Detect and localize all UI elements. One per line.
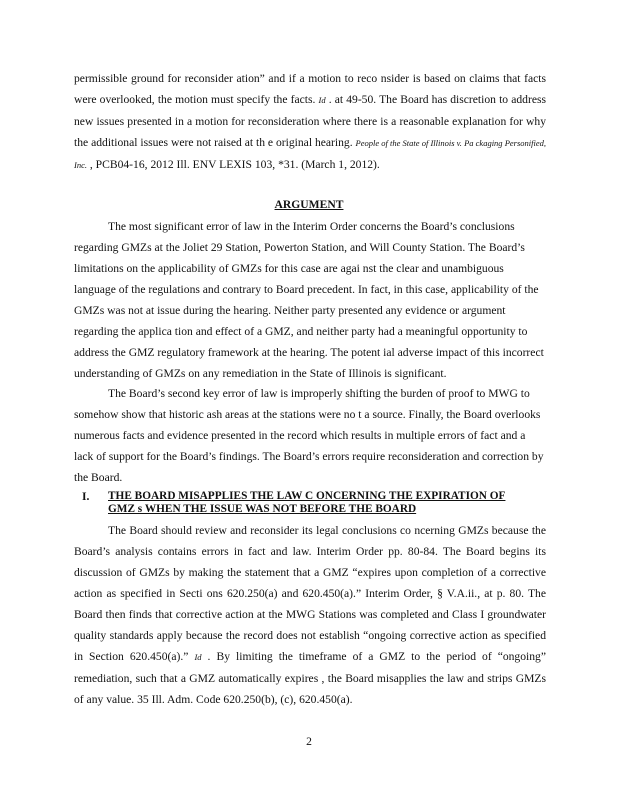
paragraph-text: , PCB04-16, 2012 Ill. ENV LEXIS 103, *31. (March 1, 2012). — [86, 158, 380, 171]
paragraph-text: . at 49-50. The Board has discretion to address new issues presented in a motion for reconsideration where there is a reasonable explanation for why the additional issues were not raised at th e original hearing. — [74, 93, 546, 149]
argument-heading: ARGUMENT — [274, 198, 344, 211]
id-citation: Id — [318, 95, 326, 105]
paragraph-reconsideration-standard — [74, 68, 546, 176]
section-heading — [108, 490, 546, 516]
section-number: I. — [82, 490, 90, 503]
paragraph-text: The Board should review and reconsider its legal conclusions co ncerning GMZs because the Board’s analysis contains errors in fact and law. Interim Order pp. 80-84. The Board begins its discussion of GMZs by making the statement that a GMZ “expires upon completion of a corrective action as specified in Secti ons 620.250(a) and 620.450(a).” Interim Order, § V.A.ii., at p. 80. The Board then finds that corrective action at the MWG Stations was completed and Class I groundwater quality standards apply because the record does not establish “ongoing corrective action as specified in Section 620.450(a).” — [74, 524, 546, 663]
paragraph-gmz-error: The most significant error of law in the Interim Order concerns the Board’s conclusions regarding GMZs at the Joliet 29 Station, Powerton Station, and Will County Station. The Board’s limitations on the applicability of GMZs for this case are agai nst the clear and unambiguous language of the regulations and contrary to Board precedent. In fact, in this case, applicability of the GMZs was not at issue during the hearing. Neither party presented any evidence or argument regarding the applica tion and effect of a GMZ, and neither party had a meaningful opportunity to address the GMZ regulatory framework at the hearing. The potent ial adverse impact of this incorrect understanding of GMZs on any remediation in the State of Illinois is significant. — [74, 220, 544, 380]
section-heading-line-1: THE BOARD MISAPPLIES THE LAW C ONCERNING THE EXPIRATION OF — [108, 490, 506, 502]
case-citation: People of the State of Illinois v. Pa ckaging Personified, Inc. — [74, 138, 547, 170]
paragraph-gmz-analysis — [74, 520, 546, 710]
section-heading-line-2: GMZ s WHEN THE ISSUE WAS NOT BEFORE THE BOARD — [108, 503, 417, 515]
paragraph-text: . By limiting the timeframe of a GMZ to the period of “ongoing” remediation, such that a GMZ automatically expires , the Board misapplies the law and strips GMZs of any value. 35 Ill. Adm. Code 620.250(b), (c), 620.450(a). — [74, 650, 546, 706]
paragraph-text: permissible ground for reconsider ation” and if a motion to reco nsider is based on claims that facts were overlooked, the motion must specify the facts. — [74, 72, 546, 106]
paragraph-burden-of-proof: The Board’s second key error of law is improperly shifting the burden of proof to MWG to somehow show that historic ash areas at the stations were no t a source. Finally, the Board overlooks numerous facts and evidence presented in the record which results in multiple errors of fact and a lack of support for the Board’s findings. The Board’s errors require reconsideration and correction by the Board. — [74, 387, 544, 484]
page-number: 2 — [306, 735, 312, 748]
id-citation: Id — [194, 652, 202, 662]
